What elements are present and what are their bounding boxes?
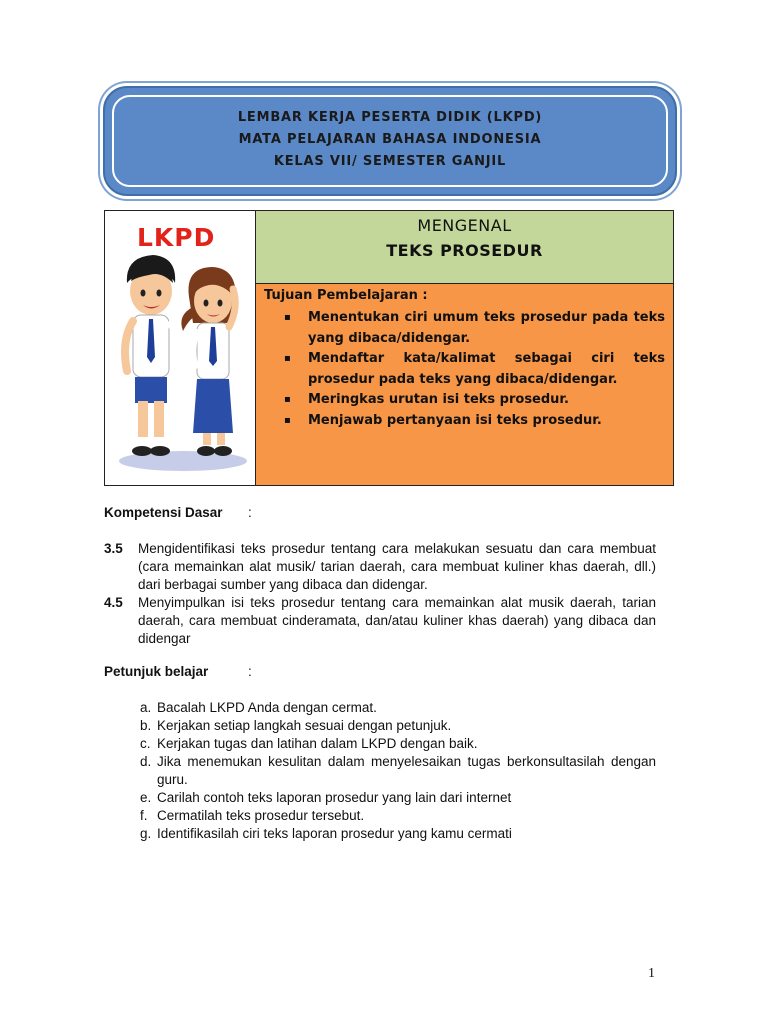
- title-cell: [256, 211, 673, 284]
- goals-heading: Tujuan Pembelajaran :: [264, 288, 428, 303]
- header-title-line-1: LEMBAR KERJA PESERTA DIDIK (LKPD): [237, 110, 543, 125]
- students-illustration: [105, 211, 255, 485]
- header-title-line-3: KELAS VII/ SEMESTER GANJIL: [273, 154, 507, 169]
- petunjuk-item: f. Cermatilah teks prosedur tersebut.: [140, 808, 365, 823]
- header-banner: [103, 86, 677, 196]
- petunjuk-item: g. Identifikasilah ciri teks laporan prosedur yang kamu cermati: [140, 826, 512, 841]
- petunjuk-belajar-label: Petunjuk belajar: [104, 664, 209, 679]
- square-bullet-icon: ▪: [284, 394, 291, 405]
- petunjuk-item: d. Jika menemukan kesulitan dalam menyelesaikan tugas berkonsultasilah dengan guru.: [140, 754, 656, 787]
- petunjuk-colon: :: [248, 664, 252, 679]
- petunjuk-list: [140, 699, 656, 843]
- petunjuk-item: b. Kerjakan setiap langkah sesuai dengan petunjuk.: [140, 718, 452, 733]
- kd-item-4-5: [104, 594, 656, 648]
- goal-item: ▪ Menjawab pertanyaan isi teks prosedur.: [280, 411, 665, 432]
- header-title-line-2: MATA PELAJARAN BAHASA INDONESIA: [238, 132, 542, 147]
- title-line-1: MENGENAL: [417, 216, 512, 235]
- kd-number: 4.5: [104, 595, 123, 610]
- girl-figure: [181, 267, 235, 456]
- kd-text: Menyimpulkan isi teks prosedur tentang cara memainkan alat musik daerah, tarian daerah, cara membuat cinderamata, dan/atau kuliner khas daerah) yang dibaca dan didengar: [138, 595, 656, 646]
- square-bullet-icon: ▪: [284, 353, 291, 364]
- title-line-2: TEKS PROSEDUR: [386, 241, 543, 260]
- square-bullet-icon: ▪: [284, 414, 291, 426]
- goal-item: ▪ Menentukan ciri umum teks prosedur pada teks yang dibaca/didengar.: [284, 310, 665, 346]
- kd-item-3-5: [104, 540, 656, 594]
- kd-text: Mengidentifikasi teks prosedur tentang cara melakukan sesuatu dan cara membuat (cara memainkan alat musik/ tarian daerah, cara membuat kuliner khas daerah, dll.) dari berbagai sumber yang dibaca dan didengar.: [138, 541, 656, 592]
- goal-item: ▪ Mendaftar kata/kalimat sebagai ciri teks prosedur pada teks yang dibaca/didengar.: [284, 351, 665, 387]
- kompetensi-dasar-label: Kompetensi Dasar: [104, 505, 223, 520]
- goals-list: [280, 308, 665, 431]
- info-box: [104, 210, 674, 486]
- petunjuk-item: c. Kerjakan tugas dan latihan dalam LKPD dengan baik.: [140, 736, 478, 751]
- lkpd-logo: LKPD: [137, 223, 216, 252]
- kd-number: 3.5: [104, 541, 123, 556]
- learning-goals-cell: [256, 284, 673, 485]
- page-number: 1: [648, 966, 655, 981]
- petunjuk-item: a. Bacalah LKPD Anda dengan cermat.: [140, 700, 377, 715]
- goal-item: ▪ Meringkas urutan isi teks prosedur.: [280, 390, 665, 411]
- petunjuk-item: e. Carilah contoh teks laporan prosedur yang lain dari internet: [140, 790, 512, 805]
- boy-figure: [125, 255, 177, 456]
- illustration-cell: [105, 211, 256, 485]
- square-bullet-icon: ▪: [284, 312, 291, 323]
- kompetensi-colon: :: [248, 505, 252, 520]
